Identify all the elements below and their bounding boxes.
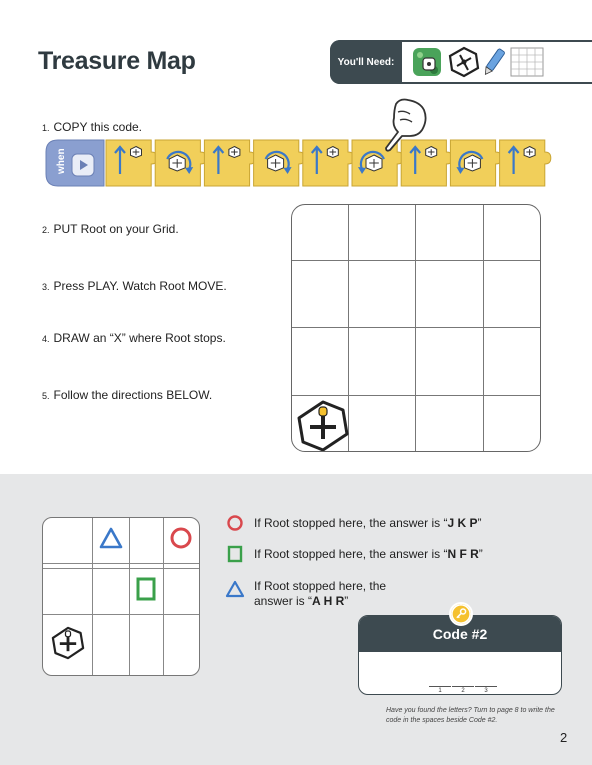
circle-legend-icon	[226, 514, 244, 532]
youll-need-label: You'll Need:	[330, 40, 402, 84]
code-block-turn-right	[155, 140, 206, 186]
root-robot-icon	[51, 626, 85, 660]
page-number: 2	[560, 730, 568, 745]
root-robot-icon	[448, 46, 480, 78]
triangle-marker-icon	[99, 527, 123, 549]
page-title: Treasure Map	[38, 47, 196, 75]
key-icon	[449, 602, 473, 626]
step-5: 5. Follow the directions BELOW.	[42, 388, 213, 402]
legend-triangle-text: If Root stopped here, the answer is “A H R”	[254, 579, 387, 608]
treasure-grid	[42, 517, 200, 676]
legend-circle-text: If Root stopped here, the answer is “J K P”	[254, 516, 482, 530]
pointing-hand-icon	[380, 96, 436, 154]
code-box-title: Code #2	[359, 616, 561, 652]
root-robot-icon	[296, 399, 350, 452]
code-block-move-forward	[500, 140, 551, 186]
when-label: when	[56, 148, 67, 174]
triangle-legend-icon	[225, 580, 245, 598]
step-4: 4. DRAW an “X” where Root stops.	[42, 331, 226, 345]
code-blank-3[interactable]: 3	[475, 686, 497, 694]
code-block-turn-right	[254, 140, 305, 186]
legend-square-text: If Root stopped here, the answer is “N F R”	[254, 547, 483, 561]
code-blank-2[interactable]: 2	[452, 686, 474, 694]
step-1: 1. COPY this code.	[42, 120, 143, 134]
root-grid	[291, 204, 541, 452]
code-block-turn-left	[450, 140, 501, 186]
root-app-icon	[412, 46, 442, 78]
code-block-move-forward	[204, 140, 255, 186]
circle-marker-icon	[169, 526, 193, 550]
square-legend-icon	[226, 545, 244, 563]
marker-icon	[482, 46, 506, 78]
code-box	[358, 615, 562, 695]
square-marker-icon	[135, 577, 157, 601]
grid-paper-icon	[510, 46, 544, 78]
step-2: 2. PUT Root on your Grid.	[42, 222, 179, 236]
code-block-move-forward	[303, 140, 354, 186]
code-strip	[44, 138, 554, 190]
code-blank-1[interactable]: 1	[429, 686, 451, 694]
when-play-block	[46, 140, 104, 186]
found-note: Have you found the letters? Turn to page 8 to write the code in the spaces beside Code #2.	[386, 707, 555, 724]
code-block-move-forward	[106, 140, 157, 186]
step-3: 3. Press PLAY. Watch Root MOVE.	[42, 279, 227, 293]
